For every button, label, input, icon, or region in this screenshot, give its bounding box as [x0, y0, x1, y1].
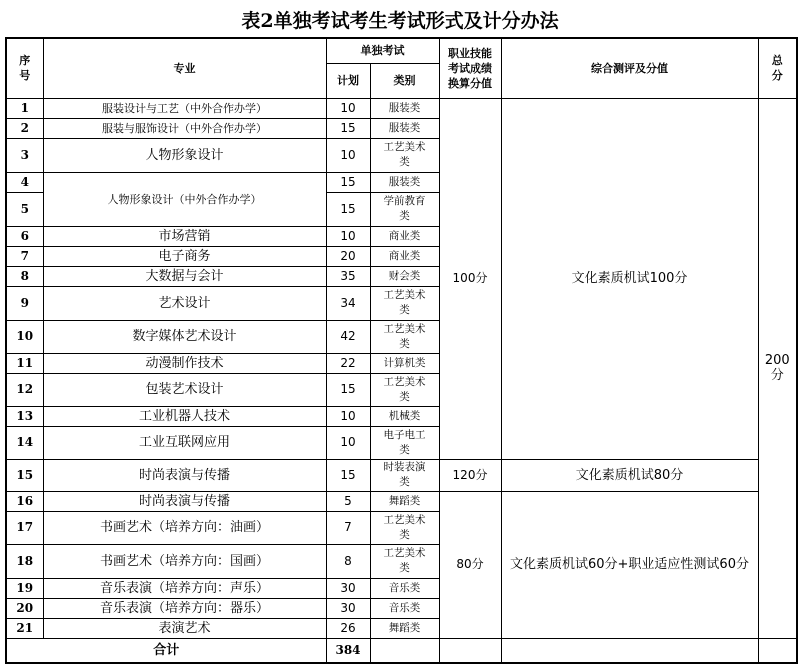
- category: 商业类: [370, 226, 439, 246]
- sum-plan: 384: [326, 638, 370, 663]
- category: 工艺美术类: [370, 373, 439, 406]
- plan-count: 8: [326, 544, 370, 578]
- header-category: 类别: [370, 63, 439, 98]
- major-name: 服装与服饰设计（中外合作办学）: [43, 118, 326, 138]
- plan-count: 15: [326, 373, 370, 406]
- plan-count: 7: [326, 511, 370, 544]
- row-number: 15: [6, 459, 43, 491]
- row-number: 20: [6, 598, 43, 618]
- header-total: 总分: [758, 38, 797, 98]
- sum-label: 合计: [6, 638, 326, 663]
- plan-count: 34: [326, 286, 370, 320]
- header-skill-score: 职业技能考试成绩换算分值: [439, 38, 501, 98]
- major-name: 音乐表演（培养方向：声乐）: [43, 578, 326, 598]
- row-number: 3: [6, 138, 43, 172]
- plan-count: 10: [326, 226, 370, 246]
- row-number: 11: [6, 353, 43, 373]
- row-number: 6: [6, 226, 43, 246]
- major-name: 表演艺术: [43, 618, 326, 638]
- plan-count: 10: [326, 138, 370, 172]
- plan-count: 15: [326, 172, 370, 192]
- row-number: 1: [6, 98, 43, 118]
- skill-score: 100分: [439, 98, 501, 459]
- category: 工艺美术类: [370, 286, 439, 320]
- total-score: 200分: [758, 98, 797, 638]
- row-number: 14: [6, 426, 43, 459]
- header-single-exam: 单独考试: [326, 38, 439, 63]
- major-name: 书画艺术（培养方向：国画）: [43, 544, 326, 578]
- category: 舞蹈类: [370, 618, 439, 638]
- category: 财会类: [370, 266, 439, 286]
- major-name: 数字媒体艺术设计: [43, 320, 326, 353]
- empty-cell: [501, 638, 758, 663]
- table-row: [6, 491, 797, 511]
- assessment: 文化素质机试80分: [501, 459, 758, 491]
- major-name: 时尚表演与传播: [43, 491, 326, 511]
- category: 计算机类: [370, 353, 439, 373]
- row-number: 12: [6, 373, 43, 406]
- major-name: 电子商务: [43, 246, 326, 266]
- assessment: 文化素质机试100分: [501, 98, 758, 459]
- major-name: 市场营销: [43, 226, 326, 246]
- empty-cell: [439, 638, 501, 663]
- plan-count: 30: [326, 578, 370, 598]
- header-plan: 计划: [326, 63, 370, 98]
- plan-count: 10: [326, 406, 370, 426]
- plan-count: 30: [326, 598, 370, 618]
- major-name: 工业互联网应用: [43, 426, 326, 459]
- plan-count: 20: [326, 246, 370, 266]
- plan-count: 10: [326, 426, 370, 459]
- category: 机械类: [370, 406, 439, 426]
- row-number: 2: [6, 118, 43, 138]
- major-name: 工业机器人技术: [43, 406, 326, 426]
- header-major: 专业: [43, 38, 326, 98]
- major-name: 服装设计与工艺（中外合作办学）: [43, 98, 326, 118]
- plan-count: 26: [326, 618, 370, 638]
- category: 服装类: [370, 98, 439, 118]
- row-number: 10: [6, 320, 43, 353]
- row-number: 4: [6, 172, 43, 192]
- major-name: 人物形象设计（中外合作办学）: [43, 172, 326, 226]
- major-name: 人物形象设计: [43, 138, 326, 172]
- major-name: 艺术设计: [43, 286, 326, 320]
- major-name: 书画艺术（培养方向：油画）: [43, 511, 326, 544]
- row-number: 17: [6, 511, 43, 544]
- row-number: 18: [6, 544, 43, 578]
- major-name: 音乐表演（培养方向：器乐）: [43, 598, 326, 618]
- plan-count: 42: [326, 320, 370, 353]
- category: 舞蹈类: [370, 491, 439, 511]
- major-name: 包装艺术设计: [43, 373, 326, 406]
- category: 工艺美术类: [370, 320, 439, 353]
- assessment: 文化素质机试60分+职业适应性测试60分: [501, 491, 758, 638]
- header-row: [6, 38, 797, 63]
- plan-count: 5: [326, 491, 370, 511]
- plan-count: 10: [326, 98, 370, 118]
- plan-count: 15: [326, 118, 370, 138]
- category: 电子电工类: [370, 426, 439, 459]
- category: 时装表演类: [370, 459, 439, 491]
- category: 工艺美术类: [370, 511, 439, 544]
- row-number: 5: [6, 192, 43, 226]
- category: 工艺美术类: [370, 138, 439, 172]
- category: 音乐类: [370, 598, 439, 618]
- table-row: [6, 98, 797, 118]
- row-number: 8: [6, 266, 43, 286]
- sum-row: [6, 638, 797, 663]
- empty-cell: [758, 638, 797, 663]
- row-number: 21: [6, 618, 43, 638]
- row-number: 13: [6, 406, 43, 426]
- table-row: [6, 459, 797, 491]
- skill-score: 80分: [439, 491, 501, 638]
- plan-count: 15: [326, 459, 370, 491]
- category: 商业类: [370, 246, 439, 266]
- header-seq: 序号: [6, 38, 43, 98]
- plan-count: 22: [326, 353, 370, 373]
- category: 服装类: [370, 118, 439, 138]
- skill-score: 120分: [439, 459, 501, 491]
- major-name: 动漫制作技术: [43, 353, 326, 373]
- plan-count: 35: [326, 266, 370, 286]
- category: 服装类: [370, 172, 439, 192]
- page-title: 表2单独考试考生考试形式及计分办法: [241, 10, 559, 32]
- row-number: 7: [6, 246, 43, 266]
- category: 工艺美术类: [370, 544, 439, 578]
- row-number: 19: [6, 578, 43, 598]
- header-assessment: 综合测评及分值: [501, 38, 758, 98]
- row-number: 16: [6, 491, 43, 511]
- category: 音乐类: [370, 578, 439, 598]
- empty-cell: [370, 638, 439, 663]
- row-number: 9: [6, 286, 43, 320]
- score-table: [5, 37, 798, 664]
- category: 学前教育类: [370, 192, 439, 226]
- plan-count: 15: [326, 192, 370, 226]
- major-name: 时尚表演与传播: [43, 459, 326, 491]
- major-name: 大数据与会计: [43, 266, 326, 286]
